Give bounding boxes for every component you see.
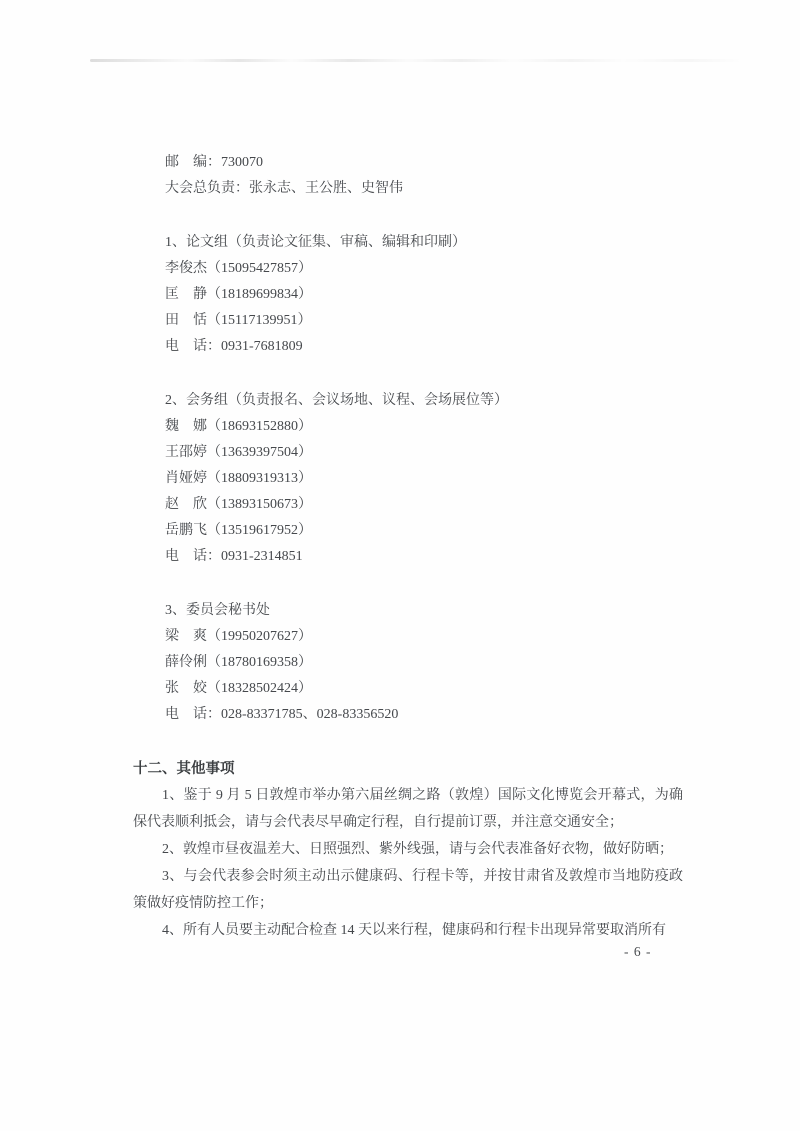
group-member: 匡 静（18189699834）	[165, 287, 312, 302]
group-member: 张 姣（18328502424）	[165, 681, 312, 696]
group-member: 王邵婷（13639397504）	[165, 445, 312, 460]
group-title: 3、委员会秘书处	[165, 603, 270, 618]
contact-group	[133, 598, 683, 728]
contact-group	[133, 230, 683, 360]
contact-header	[133, 150, 683, 202]
group-member: 李俊杰（15095427857）	[165, 261, 312, 276]
group-member: 赵 欣（13893150673）	[165, 497, 312, 512]
other-matters-section	[133, 756, 683, 944]
group-phone: 电 话：0931-2314851	[165, 549, 303, 564]
section-item: 3、与会代表参会时须主动出示健康码、行程卡等，并按甘肃省及敦煌市当地防疫政策做好疫情防控工作；	[133, 869, 683, 911]
contact-groups	[133, 230, 683, 728]
group-title: 1、论文组（负责论文征集、审稿、编辑和印刷）	[165, 235, 466, 250]
group-title: 2、会务组（负责报名、会议场地、议程、会场展位等）	[165, 393, 508, 408]
group-member: 岳鹏飞（13519617952）	[165, 523, 312, 538]
section-items	[133, 782, 683, 944]
section-item: 1、鉴于 9 月 5 日敦煌市举办第六届丝绸之路（敦煌）国际文化博览会开幕式，为确保代表顺利抵会，请与会代表尽早确定行程，自行提前订票，并注意交通安全；	[133, 788, 683, 830]
contact-group	[133, 388, 683, 570]
group-phone: 电 话：028-83371785、028-83356520	[165, 707, 399, 722]
group-member: 肖娅婷（18809319313）	[165, 471, 312, 486]
general-leaders-line: 大会总负责：张永志、王公胜、史智伟	[165, 181, 403, 196]
page-number: - 6 -	[624, 944, 652, 959]
group-phone: 电 话：0931-7681809	[165, 339, 303, 354]
group-member: 梁 爽（19950207627）	[165, 629, 312, 644]
section-heading: 十二、其他事项	[133, 761, 235, 777]
section-item: 4、所有人员要主动配合检查 14 天以来行程，健康码和行程卡出现异常要取消所有	[162, 923, 666, 938]
page-content	[133, 150, 683, 944]
section-item: 2、敦煌市昼夜温差大、日照强烈、紫外线强，请与会代表准备好衣物，做好防晒；	[162, 842, 673, 857]
group-member: 薛伶俐（18780169358）	[165, 655, 312, 670]
postal-code-line: 邮 编：730070	[165, 155, 263, 170]
scan-artifact-line	[90, 59, 740, 62]
group-member: 魏 娜（18693152880）	[165, 419, 312, 434]
group-member: 田 恬（15117139951）	[165, 313, 312, 328]
